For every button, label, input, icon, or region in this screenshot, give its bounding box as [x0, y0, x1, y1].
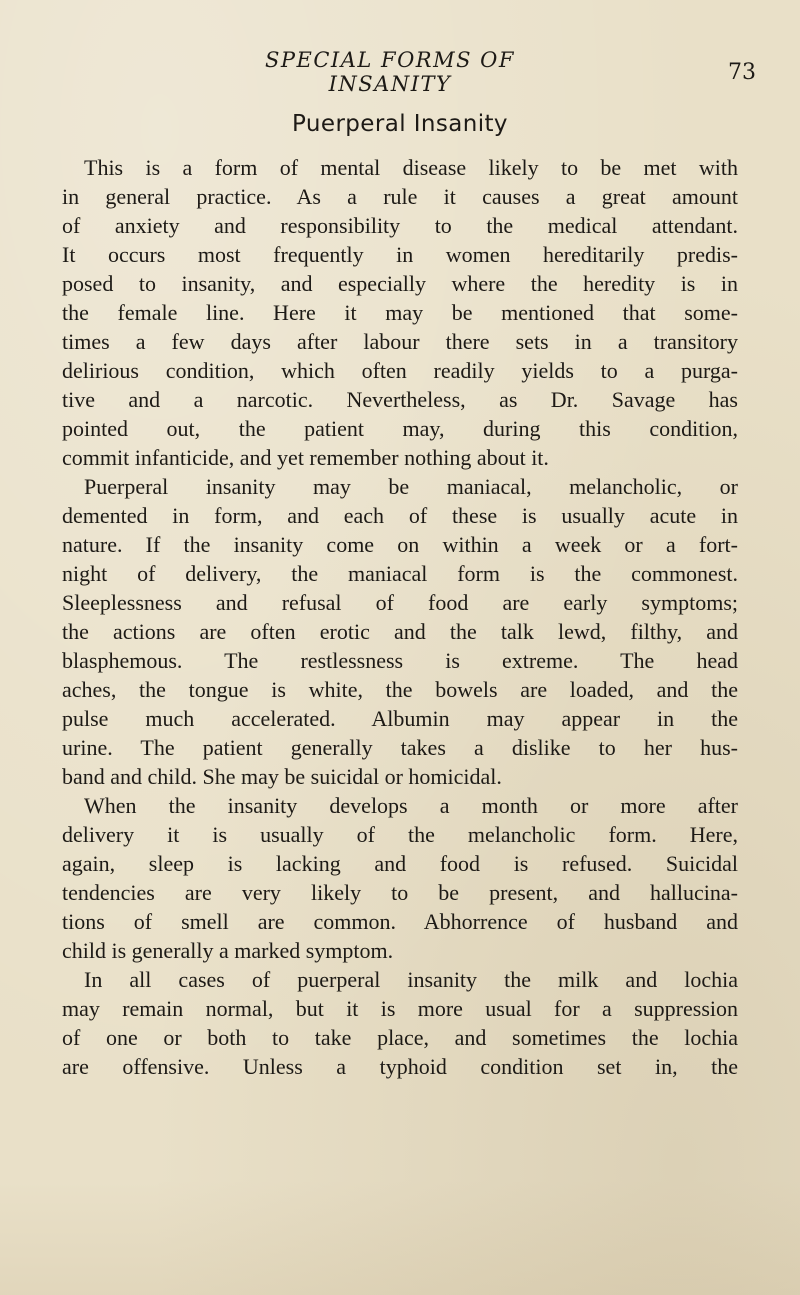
text-line: are offensive. Unless a typhoid condition set in, the — [62, 1054, 738, 1079]
text-line: It occurs most frequently in women hereditarily predis- — [62, 242, 738, 267]
text-line: In all cases of puerperal insanity the milk and lochia — [84, 967, 738, 992]
body-text — [62, 153, 738, 1081]
text-line: tions of smell are common. Abhorrence of husband and — [62, 909, 738, 934]
text-line: may remain normal, but it is more usual for a suppression — [62, 996, 738, 1021]
text-line: pointed out, the patient may, during this condition, — [62, 416, 738, 441]
text-line: times a few days after labour there sets in a transitory — [62, 329, 738, 354]
text-line: delirious condition, which often readily yields to a purga- — [62, 358, 738, 383]
text-line: tendencies are very likely to be present, and hallucina- — [62, 880, 738, 905]
text-line: pulse much accelerated. Albumin may appear in the — [62, 706, 738, 731]
text-line: of one or both to take place, and sometimes the lochia — [62, 1025, 738, 1050]
page-number: 73 — [728, 60, 756, 85]
text-line: Puerperal insanity may be maniacal, melancholic, or — [84, 474, 738, 499]
text-line: blasphemous. The restlessness is extreme. The head — [62, 648, 738, 673]
text-line: commit infanticide, and yet remember nothing about it. — [62, 445, 549, 470]
text-line: again, sleep is lacking and food is refused. Suicidal — [62, 851, 738, 876]
text-line: night of delivery, the maniacal form is the commonest. — [62, 561, 738, 586]
text-line: the actions are often erotic and the talk lewd, filthy, and — [62, 619, 738, 644]
section-title: Puerperal Insanity — [292, 111, 508, 137]
text-line: child is generally a marked symptom. — [62, 938, 394, 963]
text-line: of anxiety and responsibility to the medical attendant. — [62, 213, 738, 238]
text-line: delivery it is usually of the melancholic form. Here, — [62, 822, 738, 847]
text-line: tive and a narcotic. Nevertheless, as Dr. Savage has — [62, 387, 738, 412]
text-line: in general practice. As a rule it causes a great amount — [62, 184, 738, 209]
text-line: demented in form, and each of these is usually acute in — [62, 503, 738, 528]
text-line: the female line. Here it may be mentioned that some- — [62, 300, 738, 325]
text-line: Sleeplessness and refusal of food are early symptoms; — [62, 590, 738, 615]
paper-stain — [0, 1180, 800, 1295]
running-head: SPECIAL FORMS OF INSANITY — [265, 48, 515, 96]
text-line: This is a form of mental disease likely to be met with — [84, 155, 738, 180]
text-line: posed to insanity, and especially where the heredity is in — [62, 271, 738, 296]
text-line: nature. If the insanity come on within a week or a fort- — [62, 532, 738, 557]
text-line: urine. The patient generally takes a dislike to her hus- — [62, 735, 738, 760]
text-line: band and child. She may be suicidal or homicidal. — [62, 764, 502, 789]
text-line: aches, the tongue is white, the bowels are loaded, and the — [62, 677, 738, 702]
text-line: When the insanity develops a month or more after — [84, 793, 738, 818]
